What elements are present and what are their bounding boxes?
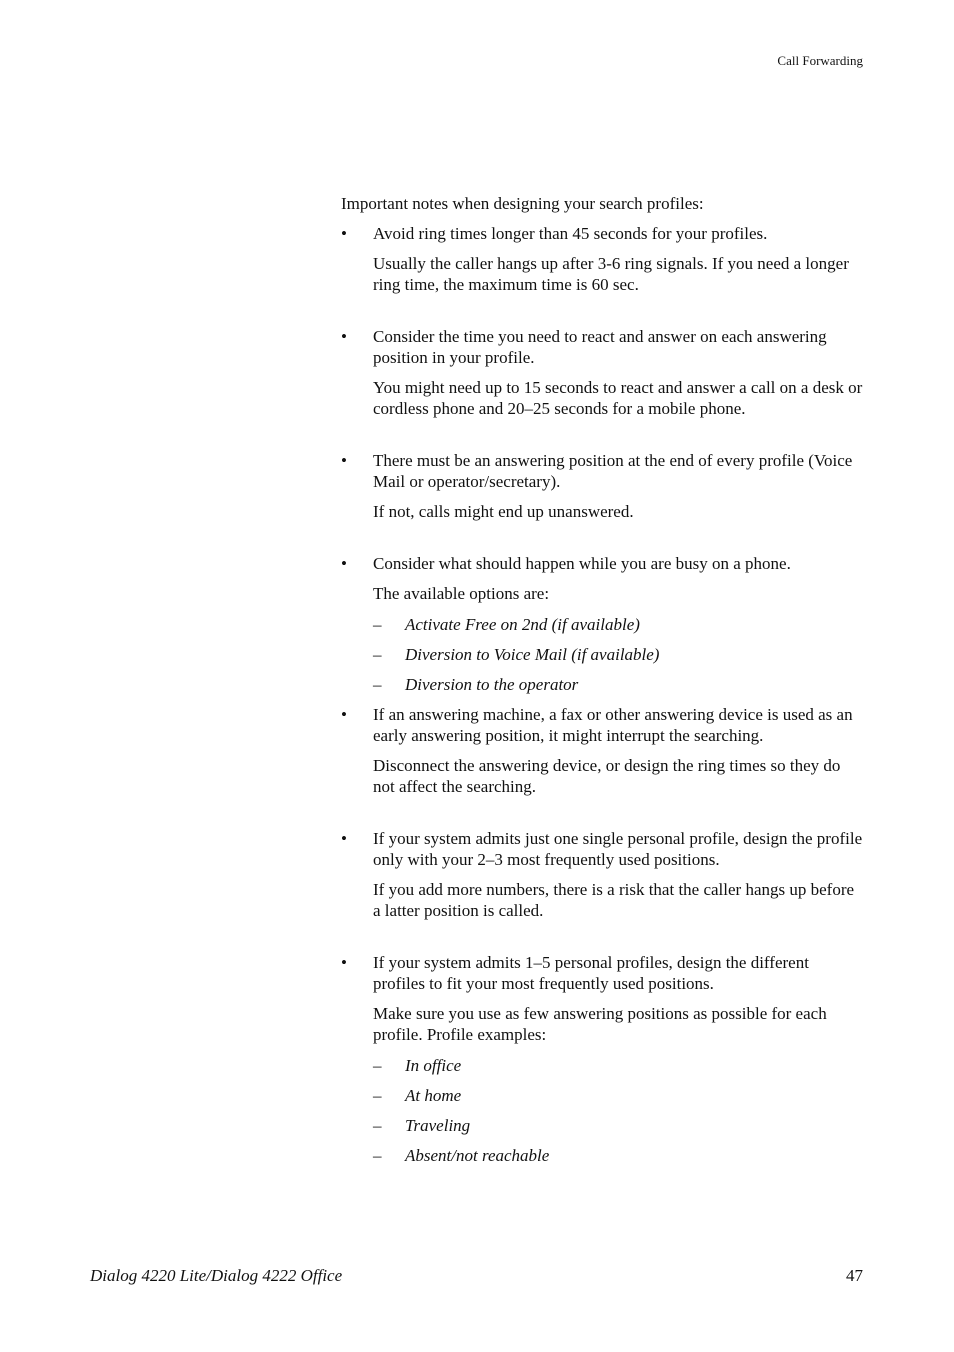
bullet-item <box>341 704 863 797</box>
bullet-item <box>341 828 863 921</box>
bullet-mark: • <box>341 224 347 243</box>
dash-mark: – <box>373 615 382 634</box>
bullet-note-text: You might need up to 15 seconds to react and answer a call on a desk or cordless phone and 20–25 seconds for a mobile phone. <box>373 378 863 418</box>
dash-mark: – <box>373 1056 382 1075</box>
dash-mark: – <box>373 675 382 694</box>
bullet-item <box>341 326 863 419</box>
bullet-mark: • <box>341 554 347 573</box>
dash-mark: – <box>373 1086 382 1105</box>
bullet-main-text: Consider what should happen while you are busy on a phone. <box>373 554 791 573</box>
bullet-note-text: Make sure you use as few answering positions as possible for each profile. Profile examples: <box>373 1004 827 1044</box>
list-item: – Diversion to Voice Mail (if available) <box>373 645 660 664</box>
bullet-note-text: If not, calls might end up unanswered. <box>373 502 634 521</box>
bullet-mark: • <box>341 451 347 470</box>
dash-mark: – <box>373 1146 382 1165</box>
dash-mark: – <box>373 1116 382 1135</box>
bullet-item <box>341 223 863 295</box>
running-header: Call Forwarding <box>777 53 863 68</box>
bullet-mark: • <box>341 953 347 972</box>
list-item: – Traveling <box>373 1116 471 1135</box>
list-item: – Absent/not reachable <box>373 1146 550 1165</box>
page-number: 47 <box>846 1266 863 1285</box>
busy-options-list <box>373 614 863 695</box>
list-item: – At home <box>373 1086 462 1105</box>
bullet-item <box>341 553 863 604</box>
bullet-note-text: If you add more numbers, there is a risk that the caller hangs up before a latter position is called. <box>373 880 855 920</box>
bullet-note-text: Disconnect the answering device, or design the ring times so they do not affect the searching. <box>373 756 841 796</box>
list-item: – Activate Free on 2nd (if available) <box>373 615 640 634</box>
dash-mark: – <box>373 645 382 664</box>
bullet-main-text: Consider the time you need to react and answer on each answering position in your profile. <box>373 327 827 367</box>
bullet-note-text: The available options are: <box>373 584 550 603</box>
bullet-main-text: If an answering machine, a fax or other answering device is used as an early answering position, it might interrupt the searching. <box>373 705 853 745</box>
bullet-mark: • <box>341 829 347 848</box>
bullet-mark: • <box>341 327 347 346</box>
bullet-main-text: Avoid ring times longer than 45 seconds for your profiles. <box>373 224 768 243</box>
bullet-note-text: Usually the caller hangs up after 3-6 ring signals. If you need a longer ring time, the maximum time is 60 sec. <box>373 254 849 294</box>
bullet-main-text: There must be an answering position at the end of every profile (Voice Mail or operator/secretary). <box>373 451 853 491</box>
bullet-mark: • <box>341 705 347 724</box>
bullet-main-text: If your system admits just one single personal profile, design the profile only with your 2–3 most frequently used positions. <box>373 829 863 869</box>
intro-text: Important notes when designing your search profiles: <box>341 194 704 213</box>
bullet-main-text: If your system admits 1–5 personal profiles, design the different profiles to fit your most frequently used positions. <box>373 953 809 993</box>
list-item: – In office <box>373 1056 462 1075</box>
bullet-item <box>341 952 863 1045</box>
list-item: – Diversion to the operator <box>373 675 579 694</box>
profile-examples-list <box>373 1055 863 1166</box>
main-content <box>341 193 863 1175</box>
footer-product-title: Dialog 4220 Lite/Dialog 4222 Office <box>90 1266 343 1285</box>
bullet-item <box>341 450 863 522</box>
